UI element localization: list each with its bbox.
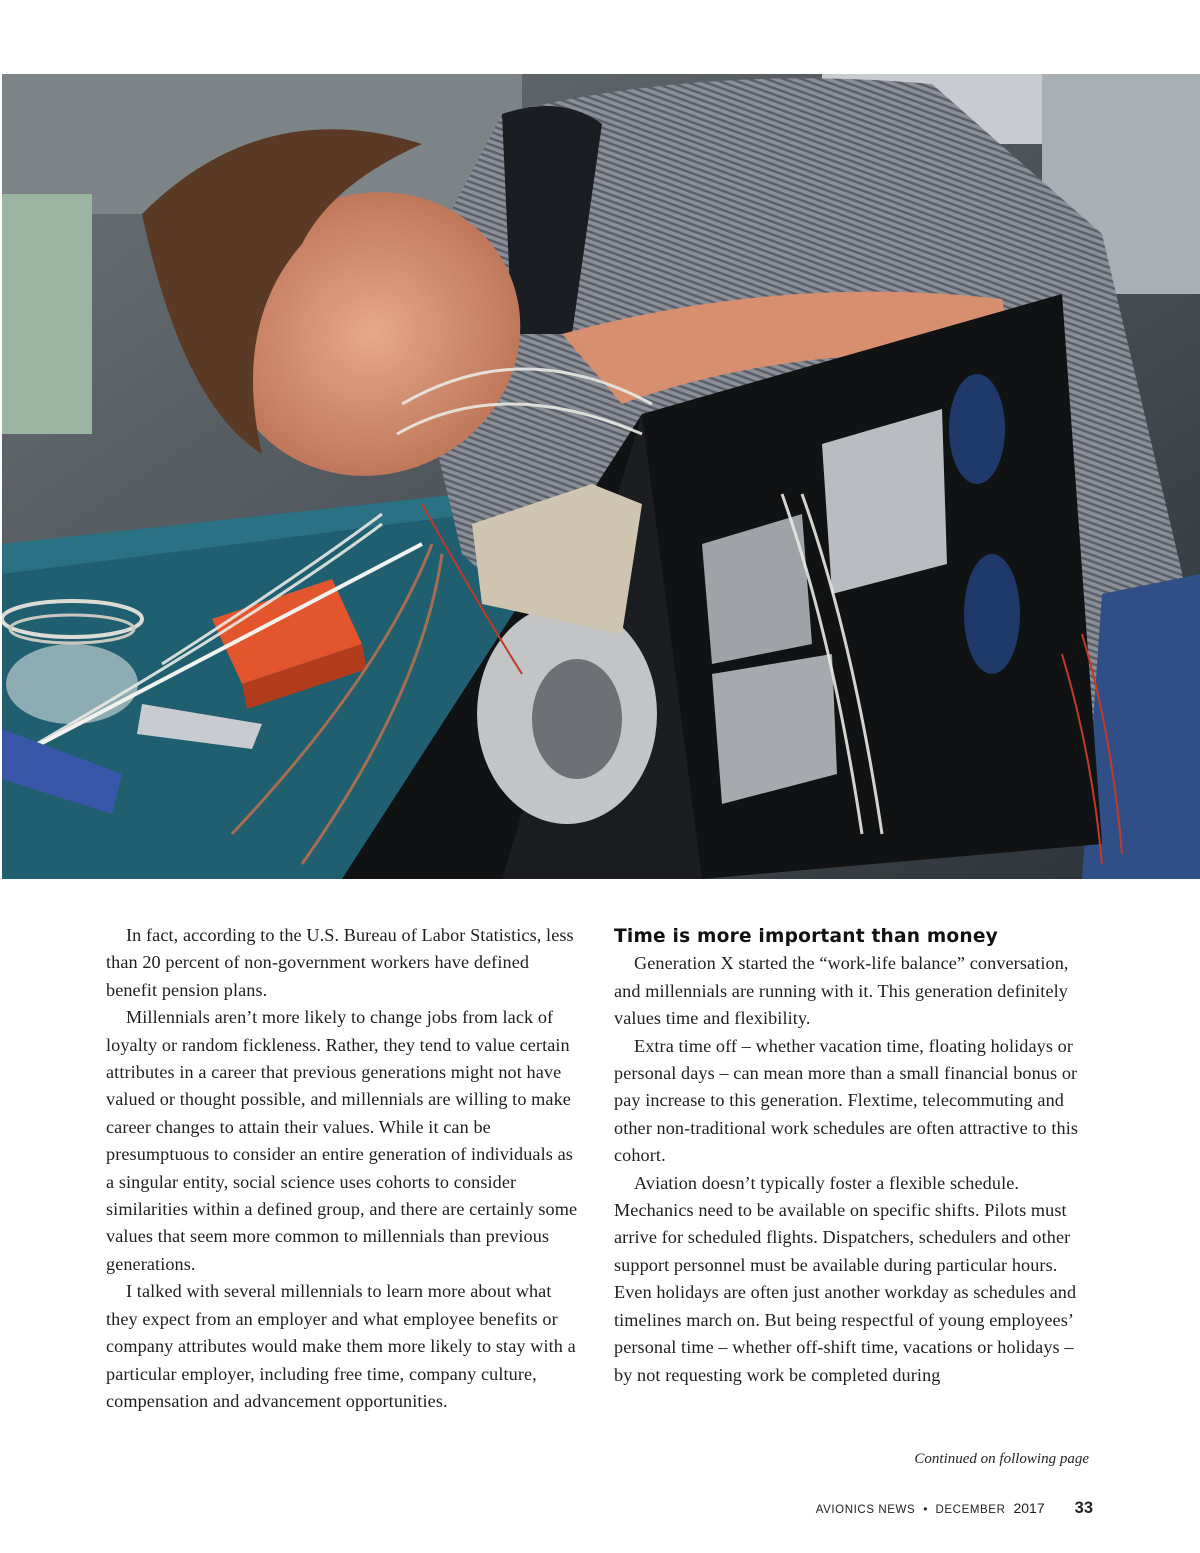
continued-note: Continued on following page bbox=[914, 1451, 1089, 1467]
body-paragraph: Extra time off – whether vacation time, floating holidays or personal days – can mean more than a small financial bonus or pay increase to this generation. Flextime, telecommuting and other non-traditional work schedules are often attractive to this cohort. bbox=[614, 1035, 1079, 1166]
body-paragraph: I talked with several millennials to learn more about what they expect from an employer and what employee benefits or company attributes would make them more likely to stay with a particular employer, including free time, company culture, compensation and advancement opportunities. bbox=[106, 1281, 576, 1411]
issue-year: 2017 bbox=[1013, 1500, 1045, 1516]
footer-separator: • bbox=[923, 1502, 928, 1516]
right-column bbox=[614, 922, 1092, 1389]
body-paragraph: In fact, according to the U.S. Bureau of Labor Statistics, less than 20 percent of non-government workers have defined benefit pension plans. bbox=[106, 925, 574, 1000]
publication-name: AVIONICS NEWS bbox=[815, 1504, 916, 1516]
page-footer bbox=[816, 1499, 1093, 1518]
article-photo bbox=[2, 74, 1200, 879]
issue-month: DECEMBER bbox=[935, 1504, 1006, 1516]
section-heading: Time is more important than money bbox=[614, 926, 998, 947]
body-paragraph: Generation X started the “work-life balance” conversation, and millennials are running with it. This generation definitely values time and flexibility. bbox=[614, 953, 1069, 1029]
left-column bbox=[106, 922, 578, 1415]
body-paragraph: Millennials aren’t more likely to change jobs from lack of loyalty or random fickleness. Rather, they tend to value certain attributes in a career that previous generations might not have valued or thought possible, and millennials are willing to make career changes to attain their values. While it can be presumptuous to consider an entire generation of individuals as a singular entity, social science uses cohorts to consider similarities within a defined group, and there are certainly some values that seem more common to millennials than previous generations. bbox=[106, 1007, 578, 1274]
body-paragraph: Aviation doesn’t typically foster a flexible schedule. Mechanics need to be available on specific shifts. Pilots must arrive for scheduled flights. Dispatchers, schedulers and other support personnel must be available during particular hours. Even holidays are often just another workday as schedules and timelines march on. But being respectful of young employees’ personal time – whether off-shift time, vacations or holidays – by not requesting work be completed during bbox=[614, 1172, 1077, 1385]
photo-technician-wiring-avionics-panel bbox=[2, 74, 1200, 879]
page-number: 33 bbox=[1074, 1499, 1093, 1517]
